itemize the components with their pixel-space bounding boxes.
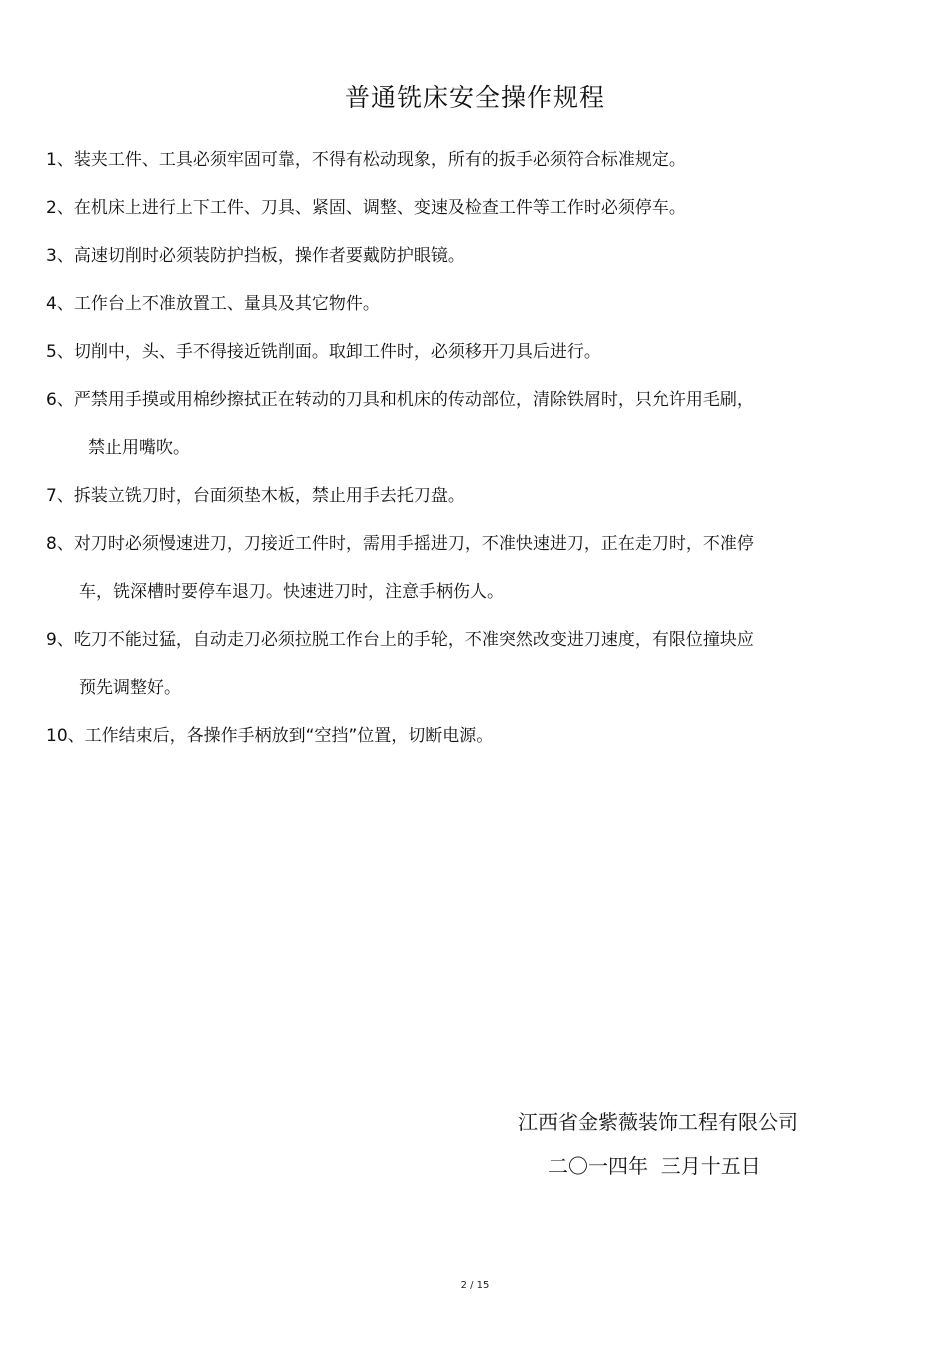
rule-text-continuation: 禁止用嘴吹。: [88, 438, 190, 458]
list-item: [46, 340, 906, 364]
signature-date: 二〇一四年 三月十五日: [548, 1154, 761, 1178]
list-item: [46, 292, 906, 316]
list-item: [46, 724, 906, 748]
rule-text: 高速切削时必须装防护挡板，操作者要戴防护眼镜。: [73, 246, 465, 266]
rule-number: 6、: [46, 390, 74, 410]
rule-number: 7、: [46, 486, 74, 506]
list-item: [46, 388, 906, 460]
rule-number: 1、: [46, 150, 74, 170]
signature-block: [518, 1107, 918, 1181]
rule-number: 9、: [46, 630, 74, 650]
list-item: [46, 484, 906, 508]
list-item: [46, 628, 906, 700]
rule-text: 严禁用手摸或用棉纱擦拭正在转动的刀具和机床的传动部位，清除铁屑时，只允许用毛刷，: [73, 390, 754, 410]
rule-number: 2、: [46, 198, 74, 218]
rule-number: 5、: [46, 342, 74, 362]
rule-number: 3、: [46, 246, 74, 266]
rule-text: 吃刀不能过猛，自动走刀必须拉脱工作台上的手轮，不准突然改变进刀速度，有限位撞块应: [73, 630, 754, 650]
rule-text: 工作台上不准放置工、量具及其它物件。: [73, 294, 380, 314]
rule-text: 拆装立铣刀时，台面须垫木板，禁止用手去托刀盘。: [73, 486, 465, 506]
rule-text-continuation: 车，铣深槽时要停车退刀。快速进刀时，注意手柄伤人。: [79, 582, 504, 602]
rule-text: 切削中，头、手不得接近铣削面。取卸工件时，必须移开刀具后进行。: [73, 342, 601, 362]
list-item: [46, 148, 906, 172]
page-number: 2 / 15: [460, 1280, 490, 1291]
rule-number: 8、: [46, 534, 74, 554]
rule-number: 4、: [46, 294, 74, 314]
rule-number: 10、: [46, 726, 85, 746]
list-item: [46, 196, 906, 220]
rule-text: 对刀时必须慢速进刀，刀接近工件时，需用手摇进刀，不准快速进刀，正在走刀时，不准停: [73, 534, 754, 554]
rules-list: [46, 148, 906, 772]
rule-text: 工作结束后，各操作手柄放到“空挡”位置，切断电源。: [84, 726, 494, 746]
rule-text-continuation: 预先调整好。: [79, 678, 181, 698]
rule-text: 在机床上进行上下工件、刀具、紧固、调整、变速及检查工件等工作时必须停车。: [73, 198, 686, 218]
list-item: [46, 244, 906, 268]
company-name: 江西省金紫薇装饰工程有限公司: [518, 1110, 798, 1134]
rule-text: 装夹工件、工具必须牢固可靠，不得有松动现象，所有的扳手必须符合标准规定。: [73, 150, 686, 170]
page-title: 普通铣床安全操作规程: [344, 83, 605, 112]
list-item: [46, 532, 906, 604]
